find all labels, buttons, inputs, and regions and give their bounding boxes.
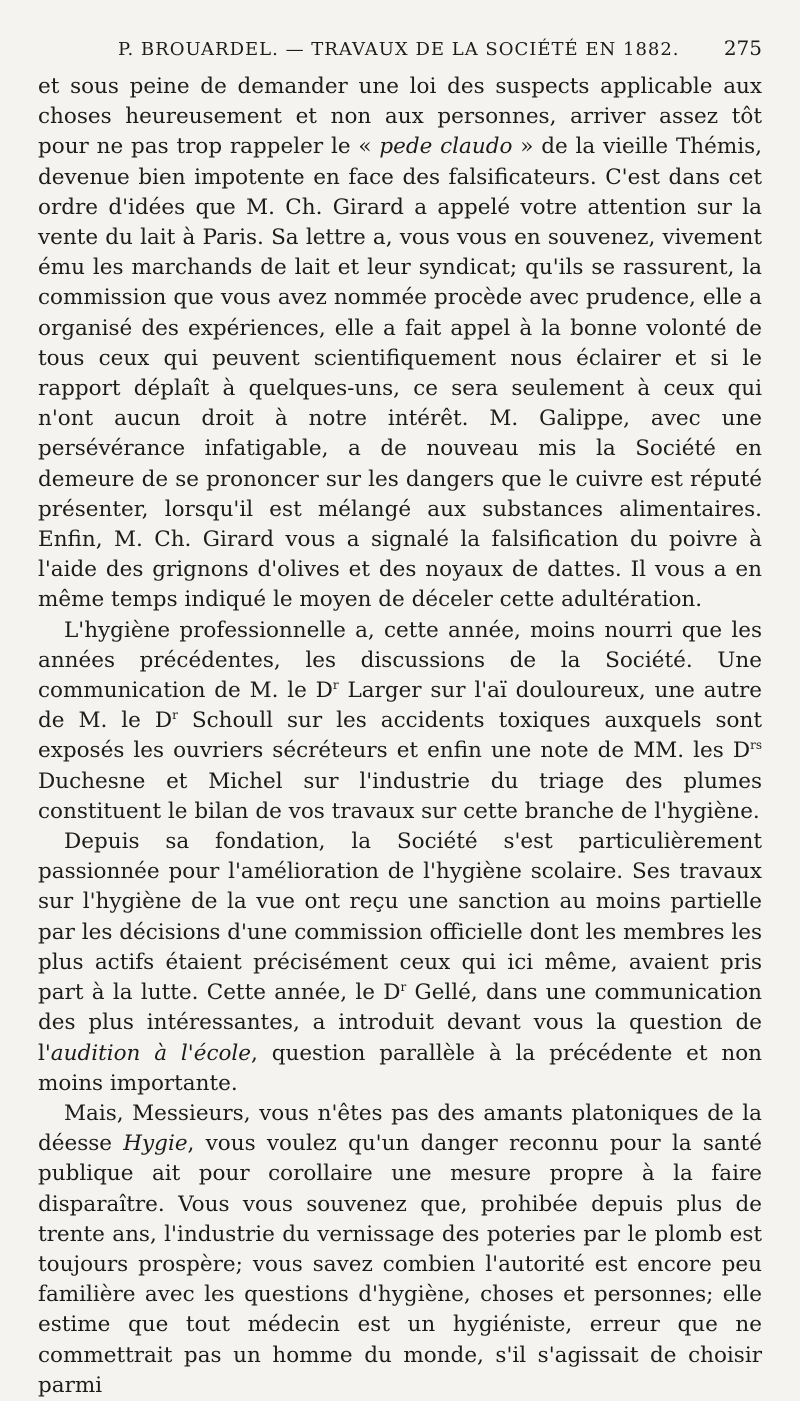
text-run: Duchesne et Michel sur l'industrie du triage des plumes constituent le bilan de vos travaux sur cette branche de l'hygiène. xyxy=(38,768,762,824)
superscript-text: r xyxy=(400,979,407,994)
text-run: Larger sur l'aï douloureux, une autre de M. le D xyxy=(38,678,762,734)
running-title: P. BROUARDEL. — TRAVAUX DE LA SOCIÉTÉ EN 1882. xyxy=(118,39,680,60)
text-run: et sous peine de demander une loi des suspects applicable aux choses heureusement et non aux personnes, arriver assez tôt pour ne pas trop rappeler le « xyxy=(38,74,762,160)
superscript-text: r xyxy=(332,677,339,692)
page-number: 275 xyxy=(723,36,762,60)
text-run: Schoull sur les accidents toxiques auxquels sont exposés les ouvriers sécréteurs et enfin une note de MM. les D xyxy=(38,708,762,764)
text-run: L'hygiène professionnelle a, cette année, moins nourri que les années précédentes, les discussions de la Société. Une communication de M. le D xyxy=(38,617,762,704)
text-run: , question parallèle à la précédente et non moins importante. xyxy=(38,1040,762,1096)
superscript-text: rs xyxy=(750,738,762,753)
text-run: Mais, Messieurs, vous n'êtes pas des amants platoniques de la déesse xyxy=(38,1100,762,1157)
italic-text: audition à l'école xyxy=(50,1040,252,1066)
text-run: , vous voulez qu'un danger reconnu pour la santé publique ait pour corollaire une mesure propre à la faire disparaître. Vous vous souvenez que, prohibée depuis plus de trente ans, l'industrie du vernissage des poteries par le plomb est toujours prospère; vous savez combien l'autorité est encore peu familière avec les questions d'hygiène, choses et personnes; elle estime que tout médecin est un hygiéniste, erreur que ne commettrait pas un homme du monde, s'il s'agissait de choisir parmi xyxy=(38,1131,762,1398)
text-run: » de la vieille Thémis, devenue bien impotente en face des falsificateurs. C'est dans cet ordre d'idées que M. Ch. Girard a appelé votre attention sur la vente du lait à Paris. Sa lettre a, vous vous en souvenez, vivement ému les marchands de lait et leur syndicat; qu'ils se rassurent, la commission que vous avez nommée procède avec prudence, elle a organisé des expériences, elle a fait appel à la bonne volonté de tous ceux qui peuvent scientifiquement nous éclairer et si le rapport déplaît à quelques-uns, ce sera seulement à ceux qui n'ont aucun droit à notre intérêt. M. Galippe, avec une persévérance infatigable, a de nouveau mis la Société en demeure de se prononcer sur les dangers que le cuivre est réputé présenter, lorsqu'il est mélangé aux substances alimentaires. Enfin, M. Ch. Girard vous a signalé la falsification du poivre à l'aide des grignons d'olives et des noyaux de dattes. Il vous a en même temps indiqué le moyen de déceler cette adultération. xyxy=(38,134,762,613)
text-run: Gellé, dans une communication des plus intéressantes, a introduit devant vous la question de l' xyxy=(38,980,762,1066)
paragraph xyxy=(38,1099,762,1401)
running-head xyxy=(38,36,762,72)
body-text xyxy=(38,72,762,1401)
text-run: Depuis sa fondation, la Société s'est particulièrement passionnée pour l'amélioration de l'hygiène scolaire. Ses travaux sur l'hygiène de la vue ont reçu une sanction au moins partielle par les décisions d'une commission officielle dont les membres les plus actifs étaient précisément ceux qui ici même, avaient pris part à la lutte. Cette année, le D xyxy=(38,829,762,1006)
paragraph xyxy=(38,827,762,1099)
italic-text: pede claudo xyxy=(379,134,513,160)
superscript-text: r xyxy=(172,708,178,723)
paragraph xyxy=(38,616,762,827)
paragraph xyxy=(38,72,762,616)
italic-text: Hygie xyxy=(123,1131,188,1157)
